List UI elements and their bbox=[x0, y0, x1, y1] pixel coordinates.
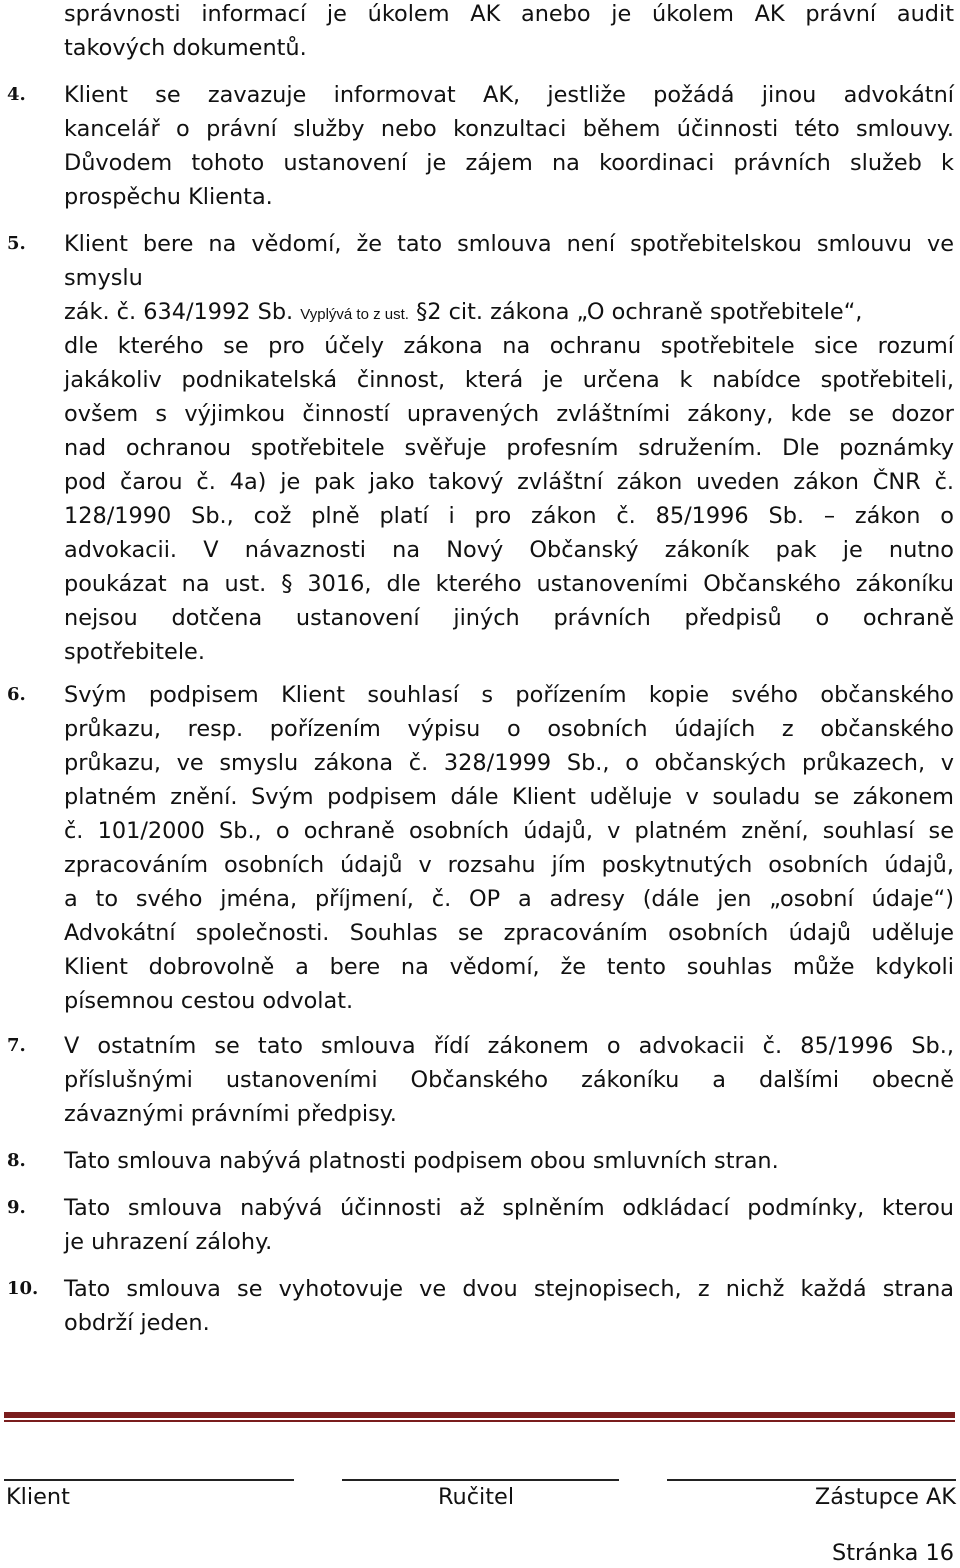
section-reference: §2 cit. zákona „O ochraně spotřebitele“, bbox=[416, 299, 863, 325]
intro-line-1: správnosti informací je úkolem AK anebo je úkolem AK právní audit bbox=[64, 1, 954, 27]
item-10-line-1: Tato smlouva se vyhotovuje ve dvou stejnopisech, z nichž každá strana bbox=[64, 1276, 954, 1302]
item-number-4: 4. bbox=[7, 84, 26, 105]
item-8-line-1: Tato smlouva nabývá platnosti podpisem obou smluvních stran. bbox=[64, 1148, 779, 1174]
intro-line-2: takových dokumentů. bbox=[64, 35, 307, 61]
item-6-line-6: zpracováním osobních údajů v rozsahu jím poskytnutých osobních údajů, bbox=[64, 852, 954, 878]
item-10-line-2: obdrží jeden. bbox=[64, 1310, 210, 1336]
item-7-line-1: V ostatním se tato smlouva řídí zákonem o advokacii č. 85/1996 Sb., bbox=[64, 1033, 954, 1059]
section-rule-thick bbox=[4, 1412, 955, 1418]
item-number-8: 8. bbox=[7, 1150, 26, 1171]
item-6-line-2: průkazu, resp. pořízením výpisu o osobních údajích z občanského bbox=[64, 716, 954, 742]
item-4-line-1: Klient se zavazuje informovat AK, jestliže požádá jinou advokátní bbox=[64, 82, 954, 108]
item-6-line-8: Advokátní společnosti. Souhlas se zpracováním osobních údajů uděluje bbox=[64, 920, 954, 946]
signature-line-client bbox=[4, 1479, 294, 1481]
item-7-line-2: příslušnými ustanoveními Občanského zákoníku a dalšími obecně bbox=[64, 1067, 954, 1093]
item-4-line-2: kancelář o právní služby nebo konzultaci během účinnosti této smlouvy. bbox=[64, 116, 954, 142]
item-number-9: 9. bbox=[7, 1197, 26, 1218]
item-5-line-12: nejsou dotčena ustanovení jiných právních předpisů o ochraně bbox=[64, 605, 954, 631]
item-5-line-8: pod čarou č. 4a) je pak jako takový zvláštní zákon uveden zákon ČNR č. bbox=[64, 469, 954, 495]
item-5-line-11: poukázat na ust. § 3016, dle kterého ustanoveními Občanského zákoníku bbox=[64, 571, 954, 597]
item-5-line-1: Klient bere na vědomí, že tato smlouva není spotřebitelskou smlouvu ve bbox=[64, 231, 954, 257]
item-5-line-6: ovšem s výjimkou činností upravených zvláštními zákony, kde se dozor bbox=[64, 401, 954, 427]
signature-label-guarantor: Ručitel bbox=[438, 1484, 515, 1510]
item-9-line-1: Tato smlouva nabývá účinnosti až splněním odkládací podmínky, kterou bbox=[64, 1195, 954, 1221]
item-5-line-3 bbox=[64, 295, 954, 332]
item-9-line-2: je uhrazení zálohy. bbox=[64, 1229, 273, 1255]
item-6-line-9: Klient dobrovolně a bere na vědomí, že tento souhlas může kdykoli bbox=[64, 954, 954, 980]
item-4-line-4: prospěchu Klienta. bbox=[64, 184, 273, 210]
footnote-small-text: Vyplývá to z ust. bbox=[300, 306, 409, 323]
item-6-line-4: platném znění. Svým podpisem dále Klient uděluje v souladu se zákonem bbox=[64, 784, 954, 810]
item-5-line-4: dle kterého se pro účely zákona na ochranu spotřebitele sice rozumí bbox=[64, 333, 954, 359]
item-5-line-9: 128/1990 Sb., což plně platí i pro zákon č. 85/1996 Sb. – zákon o bbox=[64, 503, 954, 529]
page-number: Stránka 16 bbox=[831, 1540, 954, 1566]
signature-line-guarantor bbox=[342, 1479, 619, 1481]
signature-label-representative: Zástupce AK bbox=[814, 1484, 956, 1510]
item-6-line-3: průkazu, ve smyslu zákona č. 328/1999 Sb., o občanských průkazech, v bbox=[64, 750, 954, 776]
item-7-line-3: závaznými právními předpisy. bbox=[64, 1101, 397, 1127]
item-6-line-7: a to svého jména, příjmení, č. OP a adresy (dále jen „osobní údaje“) bbox=[64, 886, 954, 912]
item-6-line-10: písemnou cestou odvolat. bbox=[64, 988, 354, 1014]
section-rule-thin bbox=[4, 1420, 955, 1422]
item-6-line-1: Svým podpisem Klient souhlasí s pořízením kopie svého občanského bbox=[64, 682, 954, 708]
item-number-7: 7. bbox=[7, 1035, 26, 1056]
item-4-line-3: Důvodem tohoto ustanovení je zájem na koordinaci právních služeb k bbox=[64, 150, 954, 176]
signature-label-client: Klient bbox=[6, 1484, 70, 1510]
item-number-5: 5. bbox=[7, 233, 26, 254]
item-5-line-5: jakákoliv podnikatelská činnost, která je určena k nabídce spotřebiteli, bbox=[64, 367, 954, 393]
law-reference: zák. č. 634/1992 Sb. bbox=[64, 299, 294, 325]
item-5-line-2: smyslu bbox=[64, 265, 143, 291]
item-number-6: 6. bbox=[7, 684, 26, 705]
item-number-10: 10. bbox=[7, 1278, 39, 1299]
item-5-line-10: advokacii. V návaznosti na Nový Občanský zákoník pak je nutno bbox=[64, 537, 954, 563]
item-5-line-13: spotřebitele. bbox=[64, 639, 205, 665]
item-6-line-5: č. 101/2000 Sb., o ochraně osobních údajů, v platném znění, souhlasí se bbox=[64, 818, 954, 844]
item-5-line-7: nad ochranou spotřebitele svěřuje profesním sdružením. Dle poznámky bbox=[64, 435, 954, 461]
signature-line-representative bbox=[667, 1479, 956, 1481]
